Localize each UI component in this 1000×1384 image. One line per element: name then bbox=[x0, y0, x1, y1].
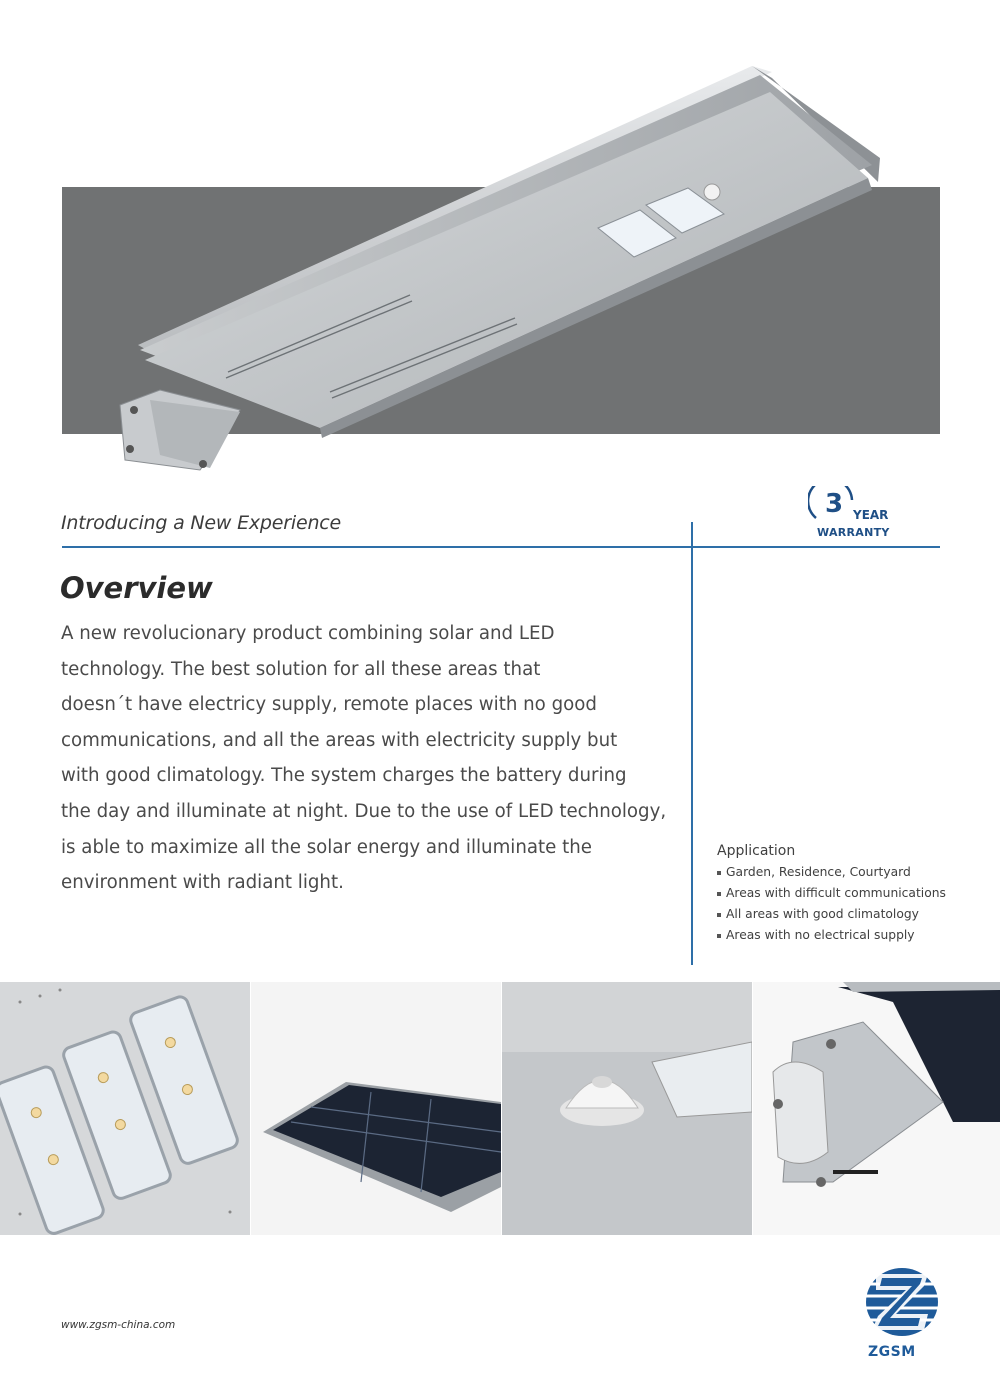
vertical-divider bbox=[691, 522, 693, 965]
photo-strip bbox=[0, 982, 1000, 1235]
warranty-year: YEAR bbox=[853, 508, 889, 522]
application-list bbox=[717, 843, 947, 946]
solar-panel-photo bbox=[251, 982, 501, 1235]
overview-line: the day and illuminate at night. Due to the use of LED technology, bbox=[61, 800, 667, 822]
application-item: Garden, Residence, Courtyard bbox=[717, 862, 947, 883]
website-url: www.zgsm-china.com bbox=[61, 1319, 176, 1331]
bullet-icon bbox=[717, 871, 721, 875]
hero-section bbox=[0, 0, 1000, 480]
overview-line: doesn´t have electricy supply, remote places with no good bbox=[61, 694, 597, 716]
mounting-bracket-photo bbox=[753, 982, 1000, 1235]
application-item: All areas with good climatology bbox=[717, 904, 947, 925]
street-light-product-image bbox=[0, 0, 1000, 480]
led-module-photo bbox=[0, 982, 250, 1235]
overview-line: environment with radiant light. bbox=[61, 872, 344, 894]
overview-line: is able to maximize all the solar energy and illuminate the bbox=[61, 836, 592, 858]
overview-line: with good climatology. The system charges the battery during bbox=[61, 765, 627, 787]
overview-line: technology. The best solution for all these areas that bbox=[61, 658, 541, 680]
warranty-label: WARRANTY bbox=[817, 526, 890, 539]
overview-body bbox=[61, 616, 681, 901]
warranty-badge bbox=[808, 486, 898, 542]
bullet-icon bbox=[717, 913, 721, 917]
application-item: Areas with difficult communications bbox=[717, 883, 947, 904]
brand-name: ZGSM bbox=[868, 1344, 916, 1360]
overview-line: A new revolucionary product combining solar and LED bbox=[61, 623, 555, 644]
bullet-icon bbox=[717, 934, 721, 938]
application-item: Areas with no electrical supply bbox=[717, 925, 947, 946]
horizontal-divider bbox=[62, 546, 940, 548]
intro-heading: Introducing a New Experience bbox=[61, 512, 342, 534]
overview-title: Overview bbox=[60, 571, 213, 605]
motion-sensor-photo bbox=[502, 982, 752, 1235]
bullet-icon bbox=[717, 892, 721, 896]
application-title: Application bbox=[717, 843, 796, 859]
overview-line: communications, and all the areas with electricity supply but bbox=[61, 729, 618, 751]
warranty-number: 3 bbox=[825, 489, 844, 519]
